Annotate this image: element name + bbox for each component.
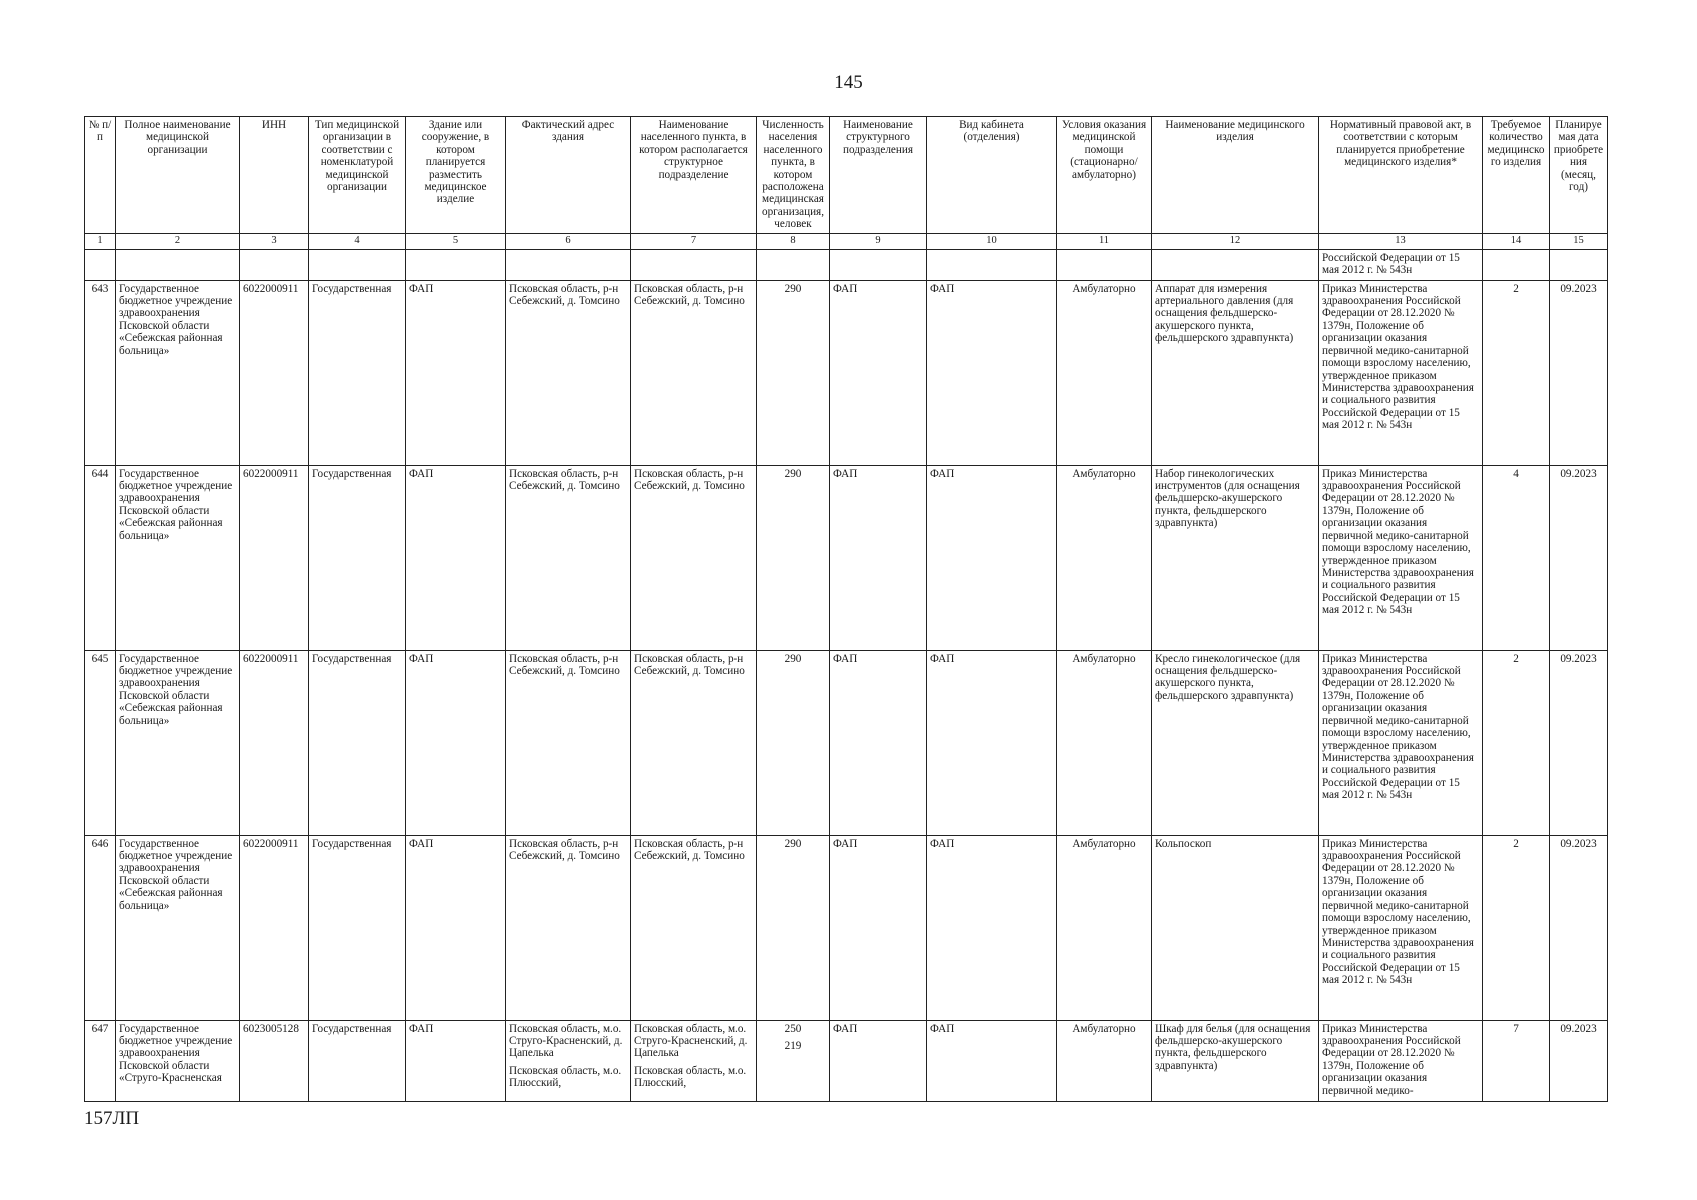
cabinet-cell: ФАП: [927, 1020, 1057, 1101]
column-number: 14: [1483, 233, 1550, 249]
column-number: 12: [1152, 233, 1319, 249]
column-header: Наименование населенного пункта, в котором располагается структурное подразделение: [631, 117, 757, 234]
date-cell: 09.2023: [1550, 835, 1608, 1020]
column-header: Наименование структурного подразделения: [830, 117, 927, 234]
address-line: Псковская область, м.о. Плюсский,: [509, 1064, 622, 1090]
table-row: [85, 650, 1608, 835]
address-cell: [506, 1020, 631, 1101]
device-cell: Шкаф для белья (для оснащения фельдшерско-акушерского пункта, фельдшерского здравпункта): [1152, 1020, 1319, 1101]
column-number: 13: [1319, 233, 1483, 249]
device-cell: Кресло гинекологическое (для оснащения фельдшерско-акушерского пункта, фельдшерского здравпункта): [1152, 650, 1319, 835]
org-type-cell: Государственная: [309, 1020, 406, 1101]
quantity-cell: 2: [1483, 835, 1550, 1020]
population-cell: 290: [757, 650, 830, 835]
column-header: Требуемое количество медицинского изделия: [1483, 117, 1550, 234]
column-header: Планируемая дата приобретения (месяц, год): [1550, 117, 1608, 234]
building-cell: ФАП: [406, 1020, 506, 1101]
device-cell: Аппарат для измерения артериального давления (для оснащения фельдшерско-акушерского пункта, фельдшерского здравпункта): [1152, 280, 1319, 465]
column-number: 3: [240, 233, 309, 249]
locality-cell: Псковская область, р-н Себежский, д. Томсино: [631, 465, 757, 650]
date-cell: 09.2023: [1550, 1020, 1608, 1101]
unit-cell: ФАП: [830, 650, 927, 835]
cabinet-cell: ФАП: [927, 835, 1057, 1020]
table-row: [85, 465, 1608, 650]
row-number: 643: [85, 280, 116, 465]
cabinet-cell: ФАП: [927, 465, 1057, 650]
table-row: [85, 280, 1608, 465]
building-cell: ФАП: [406, 650, 506, 835]
org-type-cell: Государственная: [309, 465, 406, 650]
inn-cell: 6023005128: [240, 1020, 309, 1101]
date-cell: 09.2023: [1550, 650, 1608, 835]
locality-cell: [631, 1020, 757, 1101]
quantity-cell: 4: [1483, 465, 1550, 650]
unit-cell: ФАП: [830, 1020, 927, 1101]
act-cell: Приказ Министерства здравоохранения Российской Федерации от 28.12.2020 № 1379н, Положение об организации оказания первичной медико-санитарной помощи взрослому населению, утвержденное приказом Министерства здравоохранения и социального развития Российской Федерации от 15 мая 2012 г. № 543н: [1319, 835, 1483, 1020]
act-cell: Приказ Министерства здравоохранения Российской Федерации от 28.12.2020 № 1379н, Положение об организации оказания первичной медико-санитарной помощи взрослому населению, утвержденное приказом Министерства здравоохранения и социального развития Российской Федерации от 15 мая 2012 г. № 543н: [1319, 650, 1483, 835]
organization-cell: Государственное бюджетное учреждение здравоохранения Псковской области «Струго-Красненская: [116, 1020, 240, 1101]
document-code: 157ЛП: [84, 1108, 140, 1129]
column-header: ИНН: [240, 117, 309, 234]
population-value: 219: [784, 1040, 802, 1053]
quantity-cell: 2: [1483, 280, 1550, 465]
locality-cell: Псковская область, р-н Себежский, д. Томсино: [631, 835, 757, 1020]
unit-cell: ФАП: [830, 280, 927, 465]
conditions-cell: Амбулаторно: [1057, 650, 1152, 835]
org-type-cell: Государственная: [309, 835, 406, 1020]
device-cell: Кольпоскоп: [1152, 835, 1319, 1020]
column-number: 9: [830, 233, 927, 249]
address-cell: Псковская область, р-н Себежский, д. Томсино: [506, 465, 631, 650]
organization-cell: Государственное бюджетное учреждение здравоохранения Псковской области «Себежская районная больница»: [116, 465, 240, 650]
column-number: 1: [85, 233, 116, 249]
column-header: Тип медицинской организации в соответствии с номенклатурой медицинской организации: [309, 117, 406, 234]
population-cell: [757, 1020, 830, 1101]
inn-cell: 6022000911: [240, 280, 309, 465]
column-header: Численность населения населенного пункта, в котором расположена медицинская организация, человек: [757, 117, 830, 234]
quantity-cell: 2: [1483, 650, 1550, 835]
continuation-row: [85, 249, 1608, 280]
inn-cell: 6022000911: [240, 835, 309, 1020]
population-cell: 290: [757, 465, 830, 650]
org-type-cell: Государственная: [309, 280, 406, 465]
act-cell: Приказ Министерства здравоохранения Российской Федерации от 28.12.2020 № 1379н, Положение об организации оказания первичной медико-санитарной помощи взрослому населению, утвержденное приказом Министерства здравоохранения и социального развития Российской Федерации от 15 мая 2012 г. № 543н: [1319, 280, 1483, 465]
continued-act-cell: Российской Федерации от 15 мая 2012 г. № 543н: [1319, 249, 1483, 280]
column-number: 7: [631, 233, 757, 249]
conditions-cell: Амбулаторно: [1057, 835, 1152, 1020]
table-row: [85, 835, 1608, 1020]
date-cell: 09.2023: [1550, 465, 1608, 650]
building-cell: ФАП: [406, 280, 506, 465]
population-cell: 290: [757, 280, 830, 465]
cabinet-cell: ФАП: [927, 650, 1057, 835]
organization-cell: Государственное бюджетное учреждение здравоохранения Псковской области «Себежская районная больница»: [116, 280, 240, 465]
conditions-cell: Амбулаторно: [1057, 1020, 1152, 1101]
locality-cell: Псковская область, р-н Себежский, д. Томсино: [631, 650, 757, 835]
column-header: Полное наименование медицинской организации: [116, 117, 240, 234]
inn-cell: 6022000911: [240, 465, 309, 650]
row-number: 644: [85, 465, 116, 650]
column-number: 6: [506, 233, 631, 249]
unit-cell: ФАП: [830, 465, 927, 650]
inn-cell: 6022000911: [240, 650, 309, 835]
medical-devices-table: [84, 116, 1608, 1102]
column-header: № п/п: [85, 117, 116, 234]
conditions-cell: Амбулаторно: [1057, 465, 1152, 650]
unit-cell: ФАП: [830, 835, 927, 1020]
column-number: 2: [116, 233, 240, 249]
address-cell: Псковская область, р-н Себежский, д. Томсино: [506, 280, 631, 465]
column-number-row: [85, 233, 1608, 249]
column-number: 5: [406, 233, 506, 249]
row-number: 646: [85, 835, 116, 1020]
locality-line: Псковская область, м.о. Плюсский,: [634, 1064, 747, 1090]
device-cell: Набор гинекологических инструментов (для оснащения фельдшерско-акушерского пункта, фельдшерского здравпункта): [1152, 465, 1319, 650]
column-header: Условия оказания медицинской помощи (стационарно/ амбулаторно): [1057, 117, 1152, 234]
building-cell: ФАП: [406, 465, 506, 650]
locality-cell: Псковская область, р-н Себежский, д. Томсино: [631, 280, 757, 465]
quantity-cell: 7: [1483, 1020, 1550, 1101]
column-number: 11: [1057, 233, 1152, 249]
cabinet-cell: ФАП: [927, 280, 1057, 465]
column-header: Фактический адрес здания: [506, 117, 631, 234]
page-number: 145: [834, 72, 863, 93]
organization-cell: Государственное бюджетное учреждение здравоохранения Псковской области «Себежская районная больница»: [116, 650, 240, 835]
column-number: 10: [927, 233, 1057, 249]
column-number: 4: [309, 233, 406, 249]
conditions-cell: Амбулаторно: [1057, 280, 1152, 465]
locality-line: Псковская область, м.о. Струго-Красненский, д. Цапелька: [634, 1022, 748, 1060]
column-header: Здание или сооружение, в котором планируется разместить медицинское изделие: [406, 117, 506, 234]
act-cell: Приказ Министерства здравоохранения Российской Федерации от 28.12.2020 № 1379н, Положение об организации оказания первичной медико-: [1319, 1020, 1483, 1101]
column-number: 15: [1550, 233, 1608, 249]
date-cell: 09.2023: [1550, 280, 1608, 465]
population-cell: 290: [757, 835, 830, 1020]
building-cell: ФАП: [406, 835, 506, 1020]
header-row: [85, 117, 1608, 234]
organization-cell: Государственное бюджетное учреждение здравоохранения Псковской области «Себежская районная больница»: [116, 835, 240, 1020]
act-cell: Приказ Министерства здравоохранения Российской Федерации от 28.12.2020 № 1379н, Положение об организации оказания первичной медико-санитарной помощи взрослому населению, утвержденное приказом Министерства здравоохранения и социального развития Российской Федерации от 15 мая 2012 г. № 543н: [1319, 465, 1483, 650]
address-line: Псковская область, м.о. Струго-Красненский, д. Цапелька: [509, 1022, 623, 1060]
population-value: 250: [784, 1022, 802, 1035]
column-header: Нормативный правовой акт, в соответствии с которым планируется приобретение медицинского изделия*: [1319, 117, 1483, 234]
address-cell: Псковская область, р-н Себежский, д. Томсино: [506, 650, 631, 835]
column-number: 8: [757, 233, 830, 249]
row-number: 647: [85, 1020, 116, 1101]
column-header: Наименование медицинского изделия: [1152, 117, 1319, 234]
column-header: Вид кабинета (отделения): [927, 117, 1057, 234]
org-type-cell: Государственная: [309, 650, 406, 835]
table-row: [85, 1020, 1608, 1101]
address-cell: Псковская область, р-н Себежский, д. Томсино: [506, 835, 631, 1020]
row-number: 645: [85, 650, 116, 835]
